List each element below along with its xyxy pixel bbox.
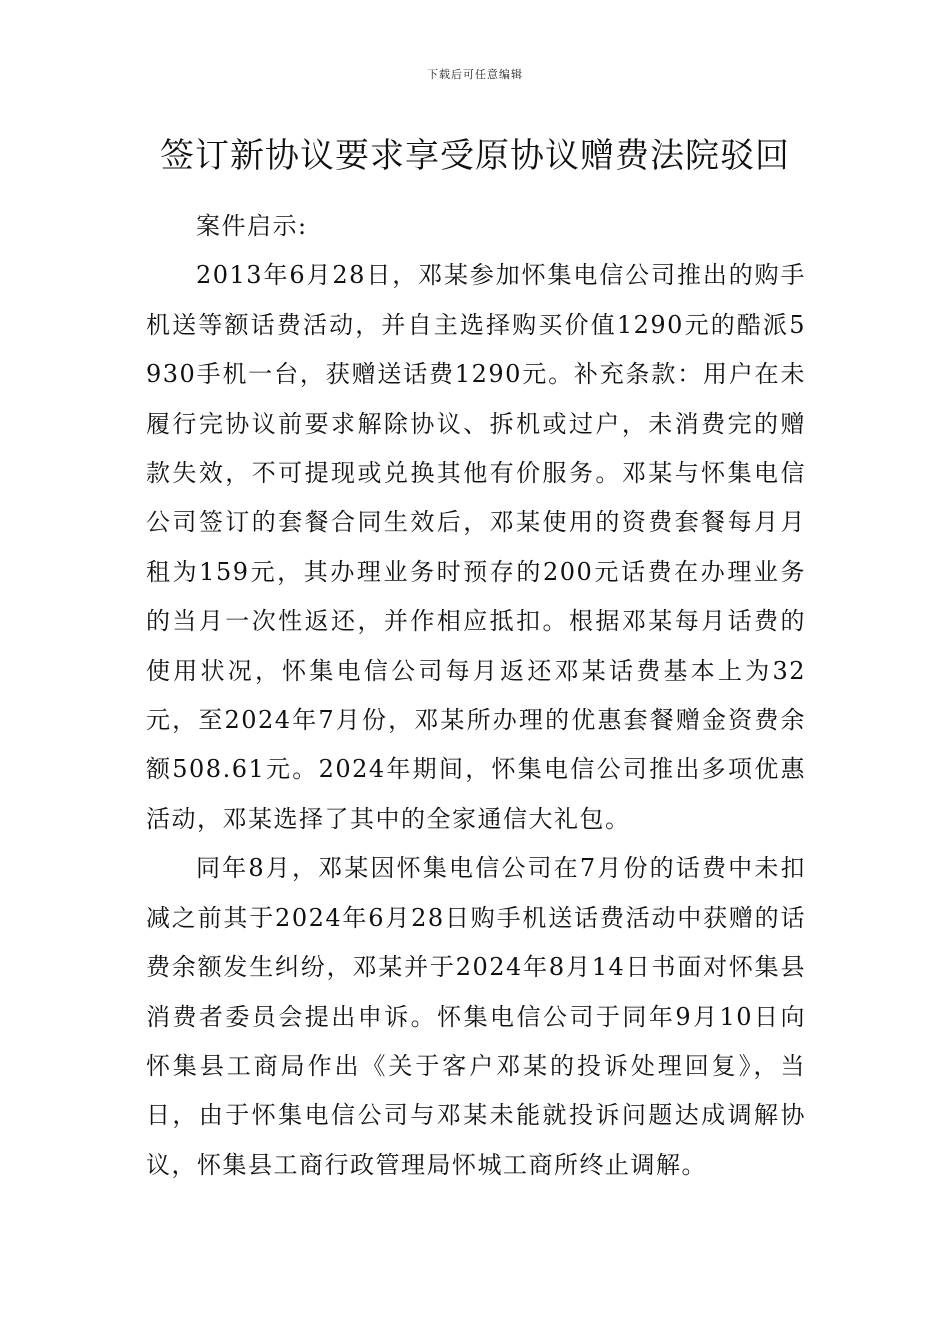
paragraph-1: 2013年6月28日，邓某参加怀集电信公司推出的购手机送等额话费活动，并自主选择购买价值1290元的酷派5930手机一台，获赠送话费1290元。补充条款：用户在未履行完协议前要求解除协议、拆机或过户，未消费完的赠款失效，不可提现或兑换其他有价服务。邓某与怀集电信公司签订的套餐合同生效后，邓某使用的资费套餐每月月租为159元，其办理业务时预存的200元话费在办理业务的当月一次性返还，并作相应抵扣。根据邓某每月话费的使用状况，怀集电信公司每月返还邓某话费基本上为32元，至2024年7月份，邓某所办理的优惠套餐赠金资费余额508.61元。2024年期间，怀集电信公司推出多项优惠活动，邓某选择了其中的全家通信大礼包。 [146,261,806,833]
section-label: 案件启示: [196,212,308,240]
document-title: 签订新协议要求享受原协议赠费法院驳回 [160,136,790,176]
paragraph-2: 同年8月，邓某因怀集电信公司在7月份的话费中未扣减之前其于2024年6月28日购手机送话费活动中获赠的话费余额发生纠纷，邓某并于2024年8月14日书面对怀集县消费者委员会提出申诉。怀集电信公司于同年9月10日向怀集县工商局作出《关于客户邓某的投诉处理回复》，当日，由于怀集电信公司与邓某未能就投诉问题达成调解协议，怀集县工商行政管理局怀城工商所终止调解。 [146,854,806,1179]
header-note: 下载后可任意编辑 [427,68,523,81]
document-body [146,202,806,1190]
